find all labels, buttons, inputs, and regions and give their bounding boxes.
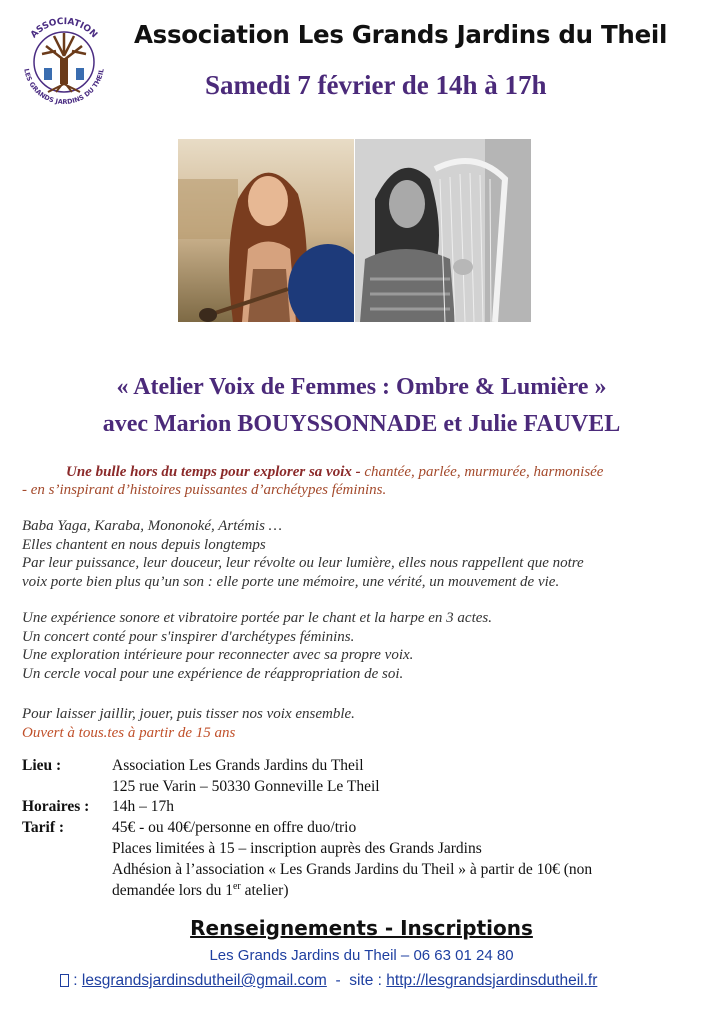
intro-rest: chantée, parlée, murmurée, harmonisée [360, 464, 604, 480]
text-line: Une exploration intérieure pour reconnecter avec sa propre voix. [22, 647, 414, 663]
tarif-line4 [112, 882, 289, 900]
experience-paragraph [22, 609, 712, 683]
tarif-label: Tarif : [22, 819, 65, 836]
text-line: Par leur puissance, leur douceur, leur révolte ou leur lumière, elles nous rappellent que notre [22, 555, 584, 571]
text-line: Elles chantent en nous depuis longtemps [22, 536, 266, 553]
email-prefix: : [69, 972, 82, 989]
association-logo [12, 6, 116, 118]
intro-line2: - en s’inspirant d’histoires puissantes d’archétypes féminins. [22, 482, 387, 498]
event-title-line2: avec Marion BOUYSSONNADE et Julie FAUVEL [102, 411, 621, 437]
photo-woman-with-drum [178, 139, 354, 322]
horaires-value: 14h – 17h [112, 798, 174, 815]
archetypes-paragraph [22, 517, 712, 591]
event-title-line1: « Atelier Voix de Femmes : Ombre & Lumière » [116, 374, 607, 400]
email-icon [60, 974, 69, 987]
email-link[interactable]: lesgrandsjardinsdutheil@gmail.com [81, 972, 327, 989]
text-line: Un concert conté pour s'inspirer d'archétypes féminins. [22, 628, 355, 645]
tarif-line4-a: demandée lors du 1 [112, 882, 233, 899]
intro-paragraph [22, 463, 712, 499]
tree-logo-icon [12, 6, 116, 118]
website-link[interactable]: http://lesgrandsjardinsdutheil.fr [386, 972, 598, 989]
event-date: Samedi 7 février de 14h à 17h [205, 70, 547, 100]
age-note: Ouvert à tous.tes à partir de 15 ans [22, 724, 236, 741]
contact-title: Renseignements - Inscriptions [190, 916, 533, 940]
lieu-line2: 125 rue Varin – 50330 Gonneville Le Theil [112, 778, 380, 795]
photo-woman-with-harp [355, 139, 531, 322]
contact-phone: Les Grands Jardins du Theil – 06 63 01 24 80 [209, 947, 514, 964]
lieu-label: Lieu : [22, 757, 62, 774]
horaires-label: Horaires : [22, 798, 90, 815]
page-title: Association Les Grands Jardins du Theil [134, 20, 668, 49]
text-line: Une expérience sonore et vibratoire portée par le chant et la harpe en 3 actes. [22, 610, 493, 626]
tarif-line4-b: atelier) [240, 882, 289, 899]
closing-paragraph [22, 705, 712, 742]
lieu-line1: Association Les Grands Jardins du Theil [112, 757, 364, 774]
text-line: Baba Yaga, Karaba, Mononoké, Artémis … [22, 518, 283, 534]
text-line: Pour laisser jaillir, jouer, puis tisser nos voix ensemble. [22, 706, 355, 722]
tarif-line3: Adhésion à l’association « Les Grands Jardins du Theil » à partir de 10€ (non [112, 861, 593, 878]
text-line: Un cercle vocal pour une expérience de réappropriation de soi. [22, 665, 404, 682]
logo-bottom-text: LES GRANDS JARDINS DU THEIL [22, 67, 106, 107]
logo-top-text: ASSOCIATION [29, 16, 99, 41]
intro-lead: Une bulle hors du temps pour explorer sa voix - [66, 464, 361, 480]
site-prefix: - site : [326, 972, 387, 989]
contact-email-site [60, 972, 597, 990]
tarif-line2: Places limitées à 15 – inscription auprès des Grands Jardins [112, 840, 482, 857]
text-line: voix porte bien plus qu’un son : elle porte une mémoire, une vérité, un mouvement de vie. [22, 573, 560, 590]
tarif-line1: 45€ - ou 40€/personne en offre duo/trio [112, 819, 357, 836]
tarif-line4-sup: er [232, 880, 241, 892]
